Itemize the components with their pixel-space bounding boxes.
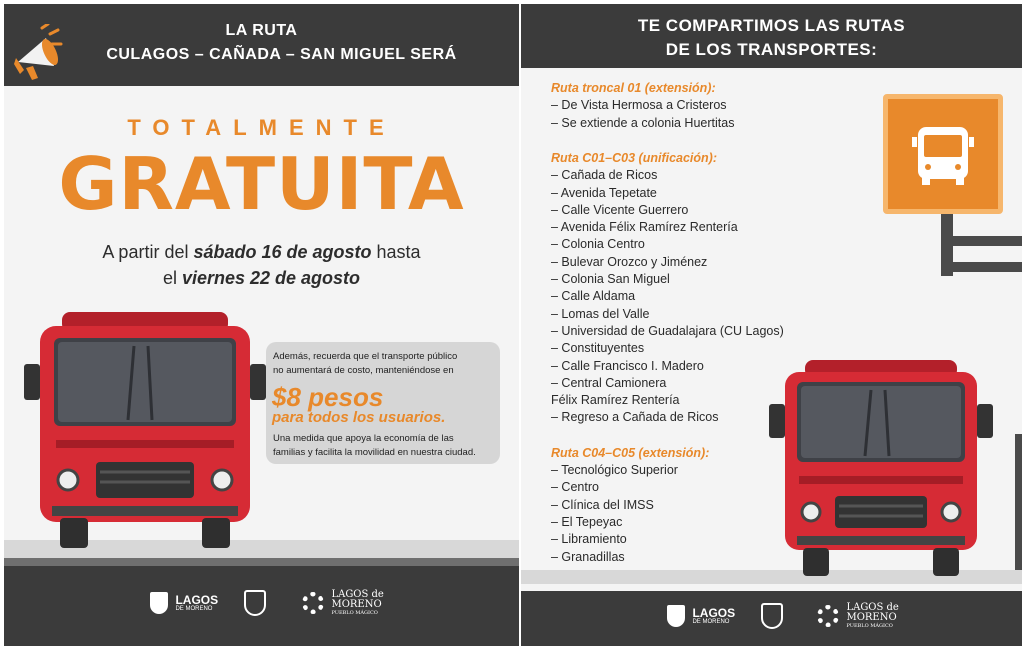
- route-stop: – Bulevar Orozco y Jiménez: [551, 254, 708, 269]
- route-stop: – De Vista Hermosa a Cristeros: [551, 98, 727, 113]
- route-title: Ruta C01–C03 (unificación):: [551, 150, 718, 165]
- flower-icon: [817, 605, 839, 627]
- route-stop: – Avenida Félix Ramírez Rentería: [551, 220, 738, 235]
- logo-pueblo-text-2: MORENO: [331, 599, 382, 610]
- footer-bar: [4, 566, 519, 646]
- header-line-1: LA RUTA: [225, 22, 298, 39]
- date-end: viernes 22 de agosto: [181, 268, 361, 288]
- logo-lagos: [667, 605, 735, 627]
- logo-lagos-text: LAGOS: [692, 605, 736, 620]
- route-stop: – Constituyentes: [551, 341, 645, 356]
- date-line-2: [4, 268, 519, 289]
- route-stop: – Avenida Tepetate: [551, 185, 657, 200]
- bus-icon: [888, 99, 998, 209]
- info-text-4: familias y facilita la movilidad en nuestra ciudad.: [273, 447, 476, 458]
- coat-of-arms-icon: [761, 603, 783, 634]
- info-text-1: Además, recuerda que el transporte público: [273, 351, 458, 362]
- price: $8 pesos: [272, 382, 384, 412]
- header-line-1: TE COMPARTIMOS LAS RUTAS: [637, 16, 906, 35]
- route-title: Ruta troncal 01 (extensión):: [551, 81, 716, 95]
- logo-pueblo-text-1: LAGOS de: [846, 602, 899, 613]
- logo-lagos-sub: DE MORENO: [175, 605, 213, 612]
- bus-sign: [883, 94, 1003, 214]
- logo-pueblo-magico: [302, 590, 384, 616]
- logo-pueblo-magico: [817, 603, 899, 629]
- right-panel: [521, 4, 1022, 646]
- header-bar: [521, 4, 1022, 68]
- flower-icon: [302, 592, 324, 614]
- route-stop: – Calle Aldama: [551, 289, 636, 304]
- route-stop: – Tecnológico Superior: [551, 463, 678, 477]
- info-text-2: no aumentará de costo, manteniéndose en: [273, 365, 454, 376]
- title-main: GRATUITA: [58, 142, 465, 226]
- shield-icon: [150, 592, 168, 614]
- route-stop: – Centro: [551, 480, 599, 495]
- route-stop: – Regreso a Cañada de Ricos: [551, 410, 719, 425]
- coat-of-arms-icon: [244, 590, 266, 621]
- sign-bar-2: [941, 262, 1022, 272]
- price-sub: para todos los usuarios.: [272, 409, 446, 426]
- date-start: sábado 16 de agosto: [193, 242, 372, 262]
- route-stop: – Se extiende a colonia Huertitas: [551, 115, 735, 130]
- route-stop: – Calle Vicente Guerrero: [551, 202, 689, 217]
- header-line-2: DE LOS TRANSPORTES:: [665, 40, 878, 59]
- footer-bar: [521, 591, 1022, 646]
- bus-illustration: [22, 312, 268, 552]
- left-panel: [4, 4, 519, 646]
- title-top: TOTALMENTE: [127, 115, 396, 140]
- route-stop: – Granadillas: [551, 549, 625, 564]
- road-shadow: [4, 558, 519, 566]
- header-line-2: CULAGOS – CAÑADA – SAN MIGUEL SERÁ: [106, 46, 457, 63]
- bus-illustration: [769, 360, 993, 580]
- route-stop: Félix Ramírez Rentería: [551, 393, 680, 408]
- route-stop: – Central Camionera: [551, 375, 667, 390]
- route-stop: – Libramiento: [551, 532, 627, 547]
- shield-icon: [667, 605, 685, 627]
- info-text-3: Una medida que apoya la economía de las: [273, 433, 454, 444]
- route-stop: – Colonia San Miguel: [551, 272, 670, 286]
- date-pre-2: el: [162, 268, 182, 288]
- header-bar: [4, 4, 519, 86]
- route-title: Ruta C04–C05 (extensión):: [551, 445, 710, 460]
- route-stop: – Lomas del Valle: [551, 306, 650, 321]
- logo-lagos-sub: DE MORENO: [692, 618, 730, 625]
- logo-lagos-text: LAGOS: [175, 592, 219, 607]
- route-stop: – El Tepeyac: [551, 514, 623, 529]
- route-stop: – Clínica del IMSS: [551, 497, 654, 512]
- route-stop: – Calle Francisco I. Madero: [551, 358, 704, 373]
- logo-pueblo-sub: PUEBLO MÁGICO: [331, 610, 378, 616]
- date-post: hasta: [371, 242, 421, 262]
- logo-pueblo-text-2: MORENO: [846, 612, 897, 623]
- logo-lagos: [150, 592, 218, 614]
- logo-pueblo-sub: PUEBLO MÁGICO: [846, 623, 893, 629]
- logo-pueblo-text-1: LAGOS de: [331, 589, 384, 600]
- route-stop: – Colonia Centro: [551, 237, 645, 252]
- side-post: [1015, 434, 1022, 574]
- sign-bar-1: [941, 236, 1022, 246]
- route-stop: – Cañada de Ricos: [551, 168, 658, 183]
- date-pre: A partir del: [102, 242, 194, 262]
- date-line-1: [4, 242, 519, 263]
- route-stop: – Universidad de Guadalajara (CU Lagos): [551, 323, 784, 338]
